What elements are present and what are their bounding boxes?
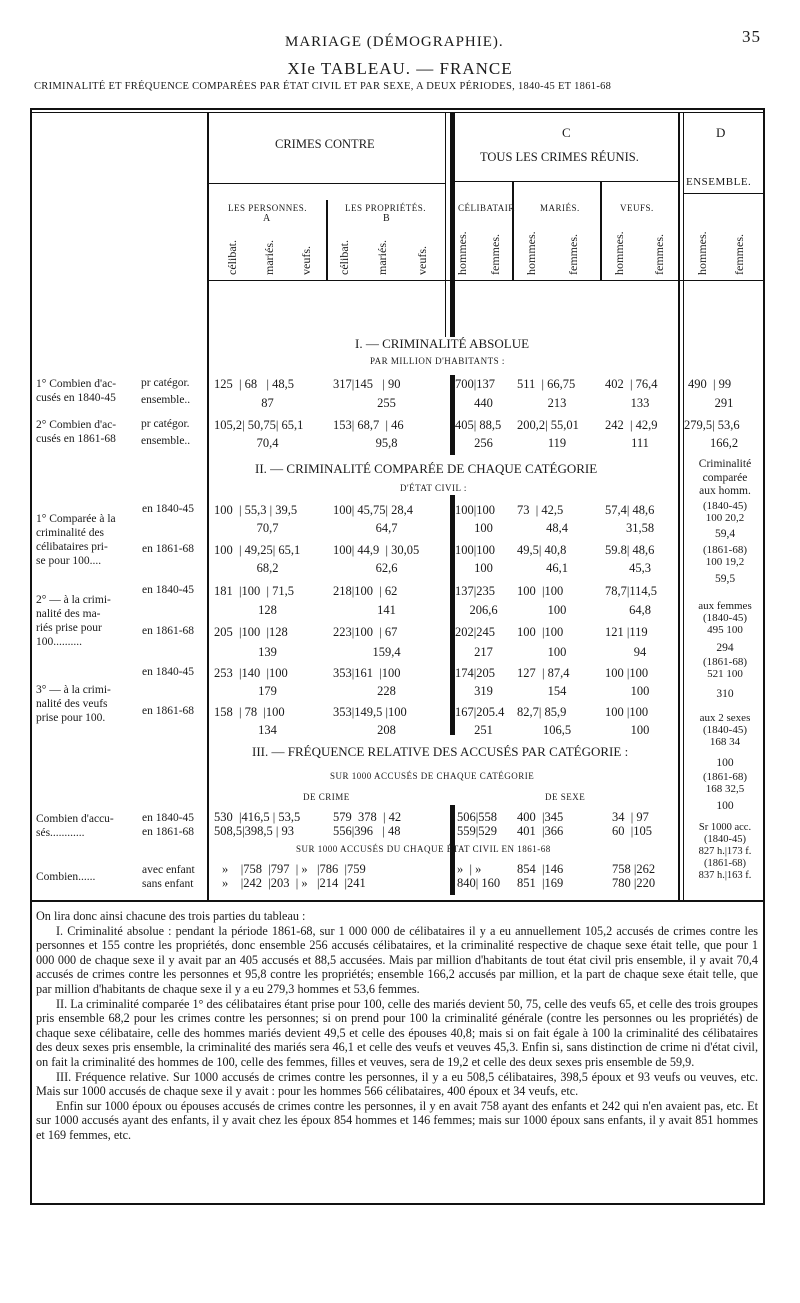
cell: 57,4| 48,6	[605, 503, 655, 517]
cell: 851 |169	[517, 876, 564, 890]
cell: 105,2| 50,75| 65,1	[214, 418, 304, 432]
cell: 213	[547, 396, 567, 410]
cell: 200,2| 55,01	[517, 418, 579, 432]
cell: 100	[630, 723, 650, 737]
cell: 174|205	[455, 666, 496, 680]
cell: 490 | 99	[688, 377, 732, 391]
cell: 508,5|398,5 | 93	[214, 824, 295, 838]
row-label-1840: 1° Combien d'ac- cusés en 1840-45	[36, 378, 117, 404]
combien-label: Combien......	[36, 871, 96, 883]
col-d-value: (1861-68) 100 19,2	[703, 544, 747, 568]
cell: 179	[258, 684, 277, 698]
cell: 854 |146	[517, 862, 564, 876]
col-label: femmes.	[652, 234, 666, 275]
row-label-1861: 2° Combien d'ac- cusés en 1861-68	[36, 419, 117, 445]
cell: 45,3	[629, 561, 651, 575]
col-label: célibat.	[225, 240, 239, 275]
col-a-letter: A	[263, 213, 271, 224]
cell: 206,6	[469, 603, 498, 617]
cell: 154	[547, 684, 567, 698]
cell: 100 | 55,3 | 39,5	[214, 503, 298, 517]
ensemble-header: ENSEMBLE.	[686, 176, 752, 188]
cell: 758 |262	[612, 862, 656, 876]
col-d-value: 100	[716, 757, 734, 769]
page-number: 35	[742, 27, 761, 46]
cell: » |758 |797 | » |786 |759	[222, 862, 366, 876]
cell: 223|100 | 67	[333, 625, 398, 639]
col-d-value: aux femmes (1840-45) 495 100	[698, 600, 752, 636]
les-proprietes-header: LES PROPRIÉTÉS.	[345, 203, 427, 213]
col-d-value: 310	[716, 688, 734, 700]
col-label: mariés.	[262, 240, 276, 275]
col-d-criminalite: Criminalité comparée aux homm.	[698, 458, 752, 497]
col-d-value: 59,4	[714, 528, 736, 540]
cell: 134	[258, 723, 277, 737]
cell: 700|137	[455, 377, 496, 391]
cell: 440	[474, 396, 493, 410]
cell: 506|558	[457, 810, 498, 824]
cell: 556|396 | 48	[333, 824, 401, 838]
period-label: en 1861-68	[142, 625, 195, 637]
section1-title: I. — CRIMINALITÉ ABSOLUE	[355, 336, 530, 351]
col-c-letter: C	[562, 125, 571, 140]
cell: 167|205.4	[455, 705, 505, 719]
cell: 100| 44,9 | 30,05	[333, 543, 420, 557]
col-d-value: 294	[716, 642, 734, 654]
cell: 181 |100 | 71,5	[214, 584, 295, 598]
col-d-value: (1861-68) 168 32,5	[703, 771, 747, 795]
period-label: en 1840-45	[142, 666, 195, 678]
cell: 242 | 42,9	[605, 418, 658, 432]
cell: 125 | 68 | 48,5	[214, 377, 295, 391]
cell: » |242 |203 | » |214 |241	[222, 876, 366, 890]
col-label: veufs.	[415, 246, 429, 275]
cell: 158 | 78 |100	[214, 705, 285, 719]
de-crime-header: DE CRIME	[303, 792, 350, 802]
cell: 208	[377, 723, 396, 737]
note-criminalite-comparee: II. La criminalité comparée 1° des célibataires étant prise pour 100, celle des mariés devient 50, 75, celle des veufs 65, et celle des trois groupes pris ensemble 68,2 pour les crimes contre les personnes; si on prend pour 100 la criminalité générale (contre les personnes ou les propriétés) de chaque sexe célibataire, celle des hommes mariés devient 49,5 et celle des épouses 40,8; mais si on fait égale à 100 la criminalité des célibataires des deux sexes pris ensemble, la criminalité des mariés sera 46,1 et celle des veufs et veuves 45,3. Enfin si, sans distinction de crime ni d'état civil, on fait la criminalité des hommes de 100, celle des femmes, filles et veuves, sera de 19,2 et celle des deux sexes pris ensemble de 59,9.	[36, 996, 758, 1069]
group-label-veufs: 3° — à la crimi- nalité des veufs prise pour 100.	[36, 684, 111, 724]
cell: 530 |416,5 | 53,5	[214, 810, 301, 824]
les-personnes-header: LES PERSONNES.	[228, 203, 308, 213]
cell: 60 |105	[612, 824, 653, 838]
col-label: hommes.	[695, 231, 709, 275]
cell: 780 |220	[612, 876, 656, 890]
cell: 100 | 49,25| 65,1	[214, 543, 301, 557]
cell: 400 |345	[517, 810, 564, 824]
cell: 121 |119	[605, 625, 648, 639]
cell: 82,7| 85,9	[517, 705, 567, 719]
section2-subtitle: D'ÉTAT CIVIL :	[400, 483, 467, 493]
cell: 48,4	[546, 521, 568, 535]
cell: 64,7	[375, 521, 398, 535]
cell: 128	[258, 603, 277, 617]
note-intro: On lira donc ainsi chacune des trois parties du tableau :	[36, 909, 306, 923]
cell: 291	[714, 396, 734, 410]
cell: 100 |100	[517, 584, 564, 598]
de-sexe-header: DE SEXE	[545, 792, 586, 802]
cell: 70,4	[256, 436, 279, 450]
categ-label: pr catégor.	[141, 377, 190, 389]
col-b-letter: B	[383, 213, 391, 224]
running-head: MARIAGE (DÉMOGRAPHIE).	[285, 34, 504, 50]
cell: 100|100	[455, 543, 496, 557]
col-label: veufs.	[299, 246, 313, 275]
col-d-value: Sr 1000 acc. (1840-45) 827 h.|173 f. (1861-68) 837 h.|163 f.	[698, 822, 752, 881]
cell: 106,5	[542, 723, 572, 737]
section3-subtitle-2: SUR 1000 ACCUSÉS DU CHAQUE ÉTAT CIVIL EN 1861-68	[296, 844, 551, 854]
cell: 840| 160	[457, 876, 501, 890]
cell: » | »	[457, 862, 482, 876]
cell: 402 | 76,4	[605, 377, 658, 391]
cell: 256	[474, 436, 493, 450]
cell: 49,5| 40,8	[517, 543, 567, 557]
cell: 78,7|114,5	[605, 584, 658, 598]
cell: 100	[474, 561, 493, 575]
cell: 405| 88,5	[455, 418, 502, 432]
col-d-letter: D	[716, 125, 726, 140]
cell: 319	[474, 684, 493, 698]
note-enfants: Enfin sur 1000 époux ou épouses accusés de crimes contre les personnes, il y en avait 758 ayant des enfants et 242 qui n'en avaient pas, etc. Et sur 1000 accusés ayant des enfants, il y avait chez les époux 854 hommes et 146 femmes; mais sur 1000 époux sans enfants, il y avait 851 hommes et 169 femmes, etc.	[36, 1098, 758, 1142]
cell: 255	[377, 396, 396, 410]
ensemble-label: ensemble..	[141, 394, 191, 406]
cell: 253 |140 |100	[214, 666, 288, 680]
cell: 73 | 42,5	[517, 503, 564, 517]
cell: 279,5| 53,6	[684, 418, 740, 432]
col-label: célibat.	[337, 240, 351, 275]
cell: 137|235	[455, 584, 496, 598]
cell: 119	[547, 436, 567, 450]
table-subtitle: CRIMINALITÉ ET FRÉQUENCE COMPARÉES PAR ÉTAT CIVIL ET PAR SEXE, A DEUX PÉRIODES, 1840-45 ET 1861-68	[34, 81, 612, 92]
cell: 205 |100 |128	[214, 625, 288, 639]
cell: 46,1	[546, 561, 568, 575]
cell: 228	[377, 684, 396, 698]
section2-title: II. — CRIMINALITÉ COMPARÉE DE CHAQUE CATÉGORIE	[255, 461, 598, 476]
maries-header: MARIÉS.	[540, 203, 580, 213]
period-label: en 1840-45	[142, 812, 195, 824]
veufs-header: VEUFS.	[620, 203, 654, 213]
col-label: femmes.	[488, 234, 502, 275]
cell: 94	[633, 645, 647, 659]
cell: 127 | 87,4	[517, 666, 570, 680]
cell: 31,58	[625, 521, 655, 535]
cell: 133	[630, 396, 650, 410]
section1-subtitle: PAR MILLION D'HABITANTS :	[370, 356, 505, 366]
cell: 217	[474, 645, 493, 659]
col-label: mariés.	[375, 240, 389, 275]
cell: 251	[474, 723, 493, 737]
note-frequence-relative: III. Fréquence relative. Sur 1000 accusés de crimes contre les personnes, il y a eu 508,5 célibataires, 398,5 époux et 93 veufs ou veuves, etc. Mais sur 1000 accusés de chaque sexe il y avait : pour les hommes 566 célibataires, 400 époux et 34 veufs, etc.	[36, 1069, 758, 1099]
period-label: en 1840-45	[142, 503, 195, 515]
avec-enfant-label: avec enfant	[142, 864, 195, 876]
cell: 559|529	[457, 824, 498, 838]
cell: 166,2	[709, 436, 739, 450]
cell: 100 |100	[517, 625, 564, 639]
period-label: en 1861-68	[142, 543, 195, 555]
cell: 159,4	[372, 645, 401, 659]
cell: 153| 68,7 | 46	[333, 418, 404, 432]
cell: 100	[547, 645, 567, 659]
col-d-value: (1840-45) 100 20,2	[703, 500, 747, 524]
cell: 95,8	[375, 436, 398, 450]
note-criminalite-absolue: I. Criminalité absolue : pendant la période 1861-68, sur 1 000 000 de célibataires il y a eu annuellement 105,2 accusés de crimes contre les personnes et 155 contre les propriétés, donc ensemble 256 accusés célibataires, et la criminalité respective de chaque sexe était telle, que pour 1 000 000 de chaque sexe il y avait par an 405 accusés et 88,5 accusées. Mais par million d'habitants de tout état civil pris ensemble, il y avait 70,4 accusés de crimes contre les personnes et 95,8 contre les propriétés; ensemble 166,2 accusés par million, et la part de chaque sexe était telle, que par million d'habitants de chaque sexe il y a eu 279,3 hommes et 53,6 femmes.	[36, 923, 758, 996]
cell: 202|245	[455, 625, 496, 639]
col-d-value: aux 2 sexes (1840-45) 168 34	[699, 712, 751, 748]
cell: 100	[474, 521, 493, 535]
cell: 579 378 | 42	[333, 810, 402, 824]
col-label: hommes.	[612, 231, 626, 275]
combien-accuses-label: Combien d'accu- sés............	[36, 813, 114, 839]
col-label: femmes.	[566, 234, 580, 275]
cell: 87	[261, 396, 274, 410]
cell: 59.8| 48,6	[605, 543, 655, 557]
period-label: en 1840-45	[142, 584, 195, 596]
cell: 139	[258, 645, 277, 659]
section3-title: III. — FRÉQUENCE RELATIVE DES ACCUSÉS PAR CATÉGORIE :	[252, 744, 629, 759]
ensemble-label: ensemble..	[141, 435, 191, 447]
cell: 62,6	[375, 561, 398, 575]
cell: 111	[631, 436, 649, 450]
cell: 64,8	[629, 603, 651, 617]
cell: 100 |100	[605, 705, 649, 719]
col-label: femmes.	[732, 234, 746, 275]
cell: 100 |100	[605, 666, 649, 680]
explanatory-notes	[36, 909, 758, 1143]
cell: 100	[547, 603, 567, 617]
cell: 218|100 | 62	[333, 584, 398, 598]
cell: 70,7	[256, 521, 279, 535]
cell: 100	[630, 684, 650, 698]
period-label: en 1861-68	[142, 705, 195, 717]
group-label-celibataires: 1° Comparée à la criminalité des célibataires pri- se pour 100....	[36, 513, 116, 567]
cell: 68,2	[256, 561, 279, 575]
categ-label: pr catégor.	[141, 418, 190, 430]
cell: 353|161 |100	[333, 666, 401, 680]
period-label: en 1861-68	[142, 826, 195, 838]
table-title: XIe TABLEAU. — FRANCE	[287, 59, 513, 78]
section3-subtitle: SUR 1000 ACCUSÉS DE CHAQUE CATÉGORIE	[330, 771, 535, 781]
cell: 317|145 | 90	[333, 377, 401, 391]
cell: 100|100	[455, 503, 496, 517]
cell: 353|149,5 |100	[333, 705, 407, 719]
celibataires-header: CÉLIBATAIR	[458, 203, 515, 213]
col-d-value: 59,5	[714, 573, 736, 585]
sans-enfant-label: sans enfant	[142, 878, 194, 890]
crimes-contre-header: CRIMES CONTRE	[275, 137, 375, 151]
col-label: hommes.	[455, 231, 469, 275]
col-d-value: (1861-68) 521 100	[703, 656, 747, 680]
cell: 511 | 66,75	[517, 377, 576, 391]
cell: 401 |366	[517, 824, 564, 838]
cell: 34 | 97	[612, 810, 649, 824]
cell: 141	[377, 603, 396, 617]
tous-crimes-header: TOUS LES CRIMES RÉUNIS.	[480, 150, 639, 164]
col-label: hommes.	[524, 231, 538, 275]
group-label-maries: 2° — à la crimi- nalité des ma- riés prise pour 100..........	[36, 594, 111, 648]
col-d-value: 100	[716, 800, 734, 812]
cell: 100| 45,75| 28,4	[333, 503, 414, 517]
